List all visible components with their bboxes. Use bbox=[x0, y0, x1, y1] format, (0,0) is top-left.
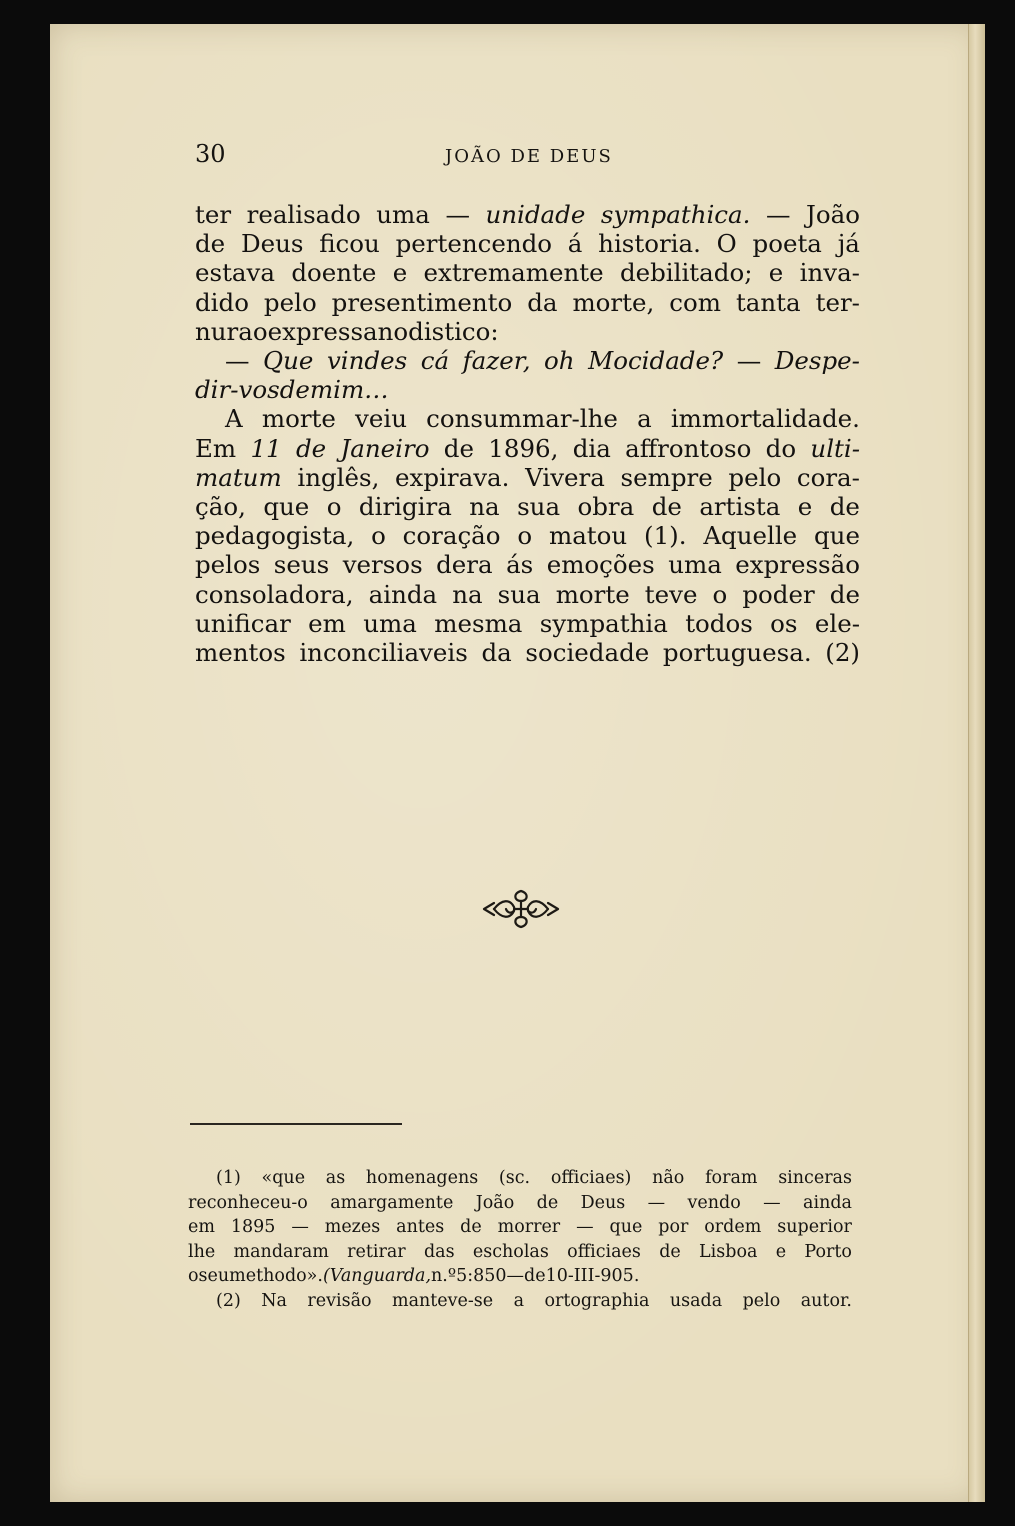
footnote-line: (1) «que as homenagens (sc. officiaes) não foram sinceras bbox=[216, 1168, 852, 1188]
body-line: Em 11 de Janeiro de 1896, dia affrontoso do ulti- bbox=[195, 433, 860, 463]
running-head bbox=[195, 140, 860, 180]
body-line: A morte veiu consummar-lhe a immortalidade. bbox=[225, 404, 860, 434]
body-line: ter realisado uma — unidade sympathica. — João bbox=[195, 200, 860, 229]
footnotes bbox=[188, 1166, 852, 1314]
header-title: JOÃO DE DEUS bbox=[445, 146, 613, 167]
body-line: — Que vindes cá fazer, oh Mocidade? — Despe- bbox=[225, 346, 860, 376]
body-line: pelos seus versos dera ás emoções uma expressão bbox=[195, 550, 860, 580]
footnote-line: em 1895 — mezes antes de morrer — que por ordem superior bbox=[188, 1217, 852, 1238]
body-line: matum inglês, expirava. Vivera sempre pelo cora- bbox=[195, 462, 860, 492]
footnote-line: (2) Na revisão manteve-se a ortographia usada pelo autor. bbox=[216, 1290, 852, 1311]
body-line: pedagogista, o coração o matou (1). Aquelle que bbox=[195, 521, 860, 551]
book-spine bbox=[968, 24, 985, 1502]
footnote-line: reconheceu-o amargamente João de Deus — vendo — ainda bbox=[188, 1192, 852, 1213]
body-line: ção, que o dirigira na sua obra de artista e de bbox=[195, 492, 860, 522]
body-line: unificar em uma mesma sympathia todos os ele- bbox=[195, 608, 860, 638]
footnote-divider bbox=[190, 1123, 402, 1125]
page-number: 30 bbox=[195, 140, 226, 168]
body-line: nura o expressa no distico: bbox=[195, 316, 499, 346]
footnote-line: o seu methodo». (Vanguarda, n.º 5:850 — de 10-III-905. bbox=[188, 1266, 640, 1287]
ornament-fleuron-icon bbox=[480, 885, 562, 937]
body-line: dido pelo presentimento da morte, com tanta ter- bbox=[195, 287, 860, 317]
body-line: dir-vos de mim… bbox=[195, 375, 389, 405]
body-line: consoladora, ainda na sua morte teve o poder de bbox=[195, 579, 860, 609]
body-line: estava doente e extremamente debilitado; e inva- bbox=[195, 258, 860, 288]
footnote-line: lhe mandaram retirar das escholas officiaes de Lisboa e Porto bbox=[188, 1241, 852, 1262]
body-text bbox=[195, 200, 860, 667]
body-line: mentos inconciliaveis da sociedade portuguesa. (2) bbox=[195, 638, 860, 668]
body-line: de Deus ficou pertencendo á historia. O poeta já bbox=[195, 229, 860, 259]
